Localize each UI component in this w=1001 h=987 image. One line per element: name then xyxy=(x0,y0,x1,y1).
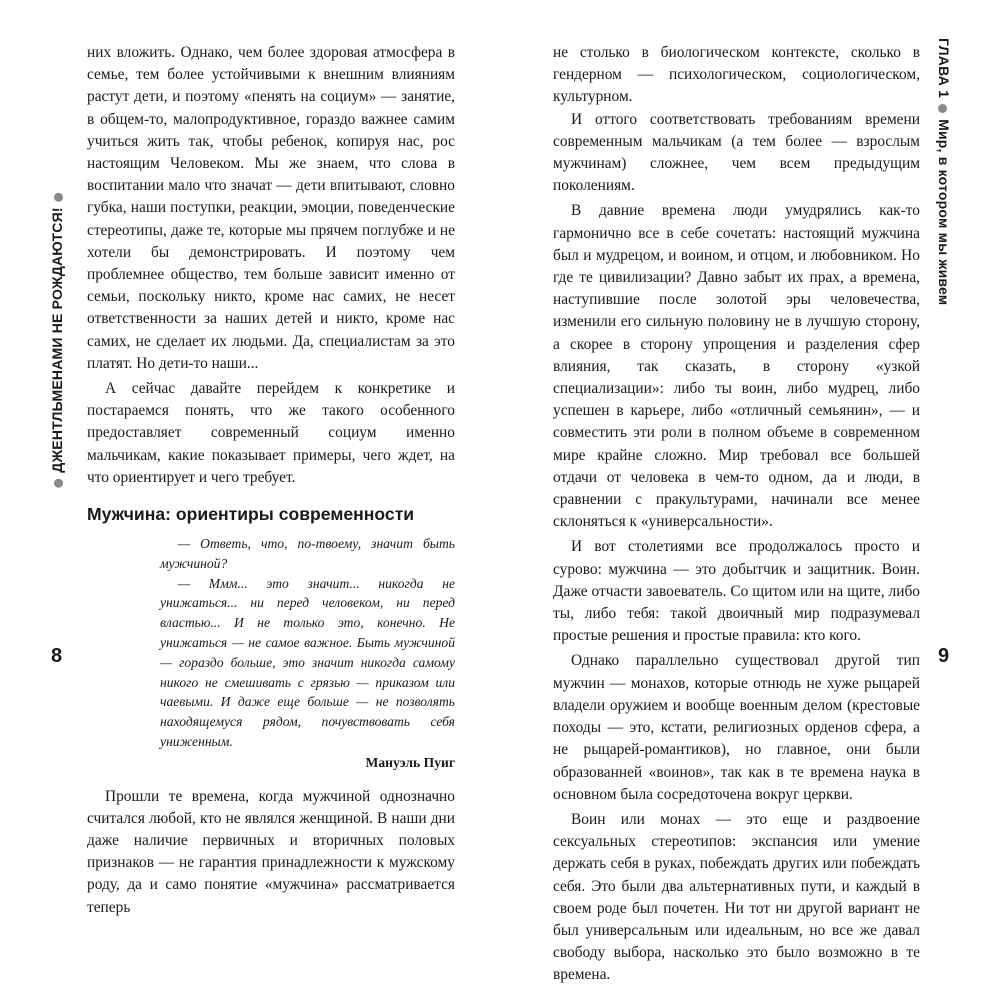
right-paragraph-6: Воин или монах — это еще и раздвоение сексуальных стереотипов: экспансия или умение держать себя в руках, побеждать других или побеждать себя. Это были два альтернативных пути, и каждый в своем роде был почетен. Ни тот ни другой вариант не был универсальным или идеальным, но все же давал свободу выбора, насколько это было возможно в те времена. xyxy=(553,810,920,984)
right-running-head xyxy=(936,38,952,305)
right-paragraph-4: И вот столетиями все продолжалось просто и сурово: мужчина — это добытчик и защитник. Воин. Даже отчасти завоеватель. Со щитом или на щите, либо ты, либо тебя: такой двоичный мир подразумевал простые решения и простые правила: кто кого. xyxy=(553,538,920,645)
right-paragraph-5: Однако параллельно существовал другой тип мужчин — монахов, которые отнюдь не хуже рыцарей владели оружием и вообще военным делом (крестовые походы — это, кстати, религиозных орденов сфера, а не рыцарей-романтиков), но главное, они были образованней «воинов», так как в те времена наука в основном была сосредоточена вокруг церкви. xyxy=(553,652,920,803)
left-paragraph-3: Прошли те времена, когда мужчиной однозначно считался любой, кто не являлся женщиной. В наши дни даже наличие первичных и вторичных половых признаков — не гарантия принадлежности к мужскому роду, да и само понятие «мужчина» рассматривается теперь xyxy=(87,787,455,916)
chapter-title: Мир, в котором мы живем xyxy=(936,119,952,306)
left-paragraph-1: них вложить. Однако, чем более здоровая атмосфера в семье, тем более устойчивыми к внешним влияниям растут дети, и поэтому «пенять на социум» — занятие, в общем-то, малопродуктивное, гораздо важнее самим учиться жить так, чтобы ребенок, копируя нас, рос настоящим Человеком. Мы же знаем, что слова в воспитании мало что значат — дети впитывают, словно губка, наши поступки, реакции, эмоции, поведенческие стереотипы, даже те, которые мы прячем поглубже и не хотели бы демонстрировать. И поэтому чем проблемнее общество, тем больше зависит именно от семьи, поскольку никто, кроме нас самих, не несет ответственности за наших детей и никто, кроме нас самих, не сделает их людьми. Да, специалистам за это платят. Но дети-то наши... xyxy=(87,44,455,372)
right-paragraph-2: И оттого соответствовать требованиям времени современным мальчикам (а тем более — взрослым мужчинам) сложнее, чем всем предыдущим поколениям. xyxy=(553,110,920,195)
left-running-head-text: ДЖЕНТЛЬМЕНАМИ НЕ РОЖДАЮТСЯ! xyxy=(49,207,65,473)
bullet-icon xyxy=(54,479,63,488)
epigraph-line-2: — Ммм... это значит... никогда не унижаться... ни перед человеком, ни перед властью... И не только это, конечно. Не унижаться — не самое важное. Быть мужчиной — гораздо больше, это значит никогда самому никого не смешивать с грязью — приказом или чаевыми. И даже еще больше — не позволять находящемуся рядом, почувствовать себя униженным. xyxy=(160,575,455,750)
left-page-body xyxy=(87,42,455,919)
right-paragraph-3: В давние времена люди умудрялись как-то гармонично все в себе сочетать: настоящий мужчина был и мудрецом, и воином, и отцом, и любовником. Но где те цивилизации? Давно забыт их прах, а времена, наступившие после золотой эры человечества, изменили его сильную половину не в лучшую сторону, а скорее в сторону упрощения и разделения сфер влияния, так сказать, в сторону «узкой специализации»: либо ты воин, либо мудрец, либо успешен в карьере, либо «отличный семьянин», — и совместить эти роли в полном объеме в современном мире крайне сложно. Мир требовал все большей отдачи от человека в чем-то одном, да и люди, в сравнении с пракультурами, начинали все менее склоняться к «универсальности». xyxy=(553,202,920,531)
right-paragraph-1: не столько в биологическом контексте, сколько в гендерном — психологическом, социологическом, культурном. xyxy=(553,44,920,106)
left-running-head xyxy=(49,186,65,493)
bullet-icon xyxy=(938,104,947,113)
epigraph-author: Мануэль Пуиг xyxy=(365,754,455,770)
section-heading: Мужчина: ориентиры современности xyxy=(87,504,415,525)
epigraph-line-1: — Ответь, что, по-твоему, значит быть мужчиной? xyxy=(160,536,455,571)
right-page-body xyxy=(553,42,920,987)
bullet-icon xyxy=(54,192,63,201)
page-number-right: 9 xyxy=(938,645,950,667)
epigraph xyxy=(160,534,455,773)
chapter-label: ГЛАВА 1 xyxy=(936,38,952,99)
page-number-left: 8 xyxy=(51,645,63,667)
left-paragraph-2: А сейчас давайте перейдем к конкретике и постараемся понять, что же такого особенного предоставляет современный социум именно мальчикам, какие показывает примеры, чего ждет, на что ориентирует и чего требует. xyxy=(87,380,455,486)
